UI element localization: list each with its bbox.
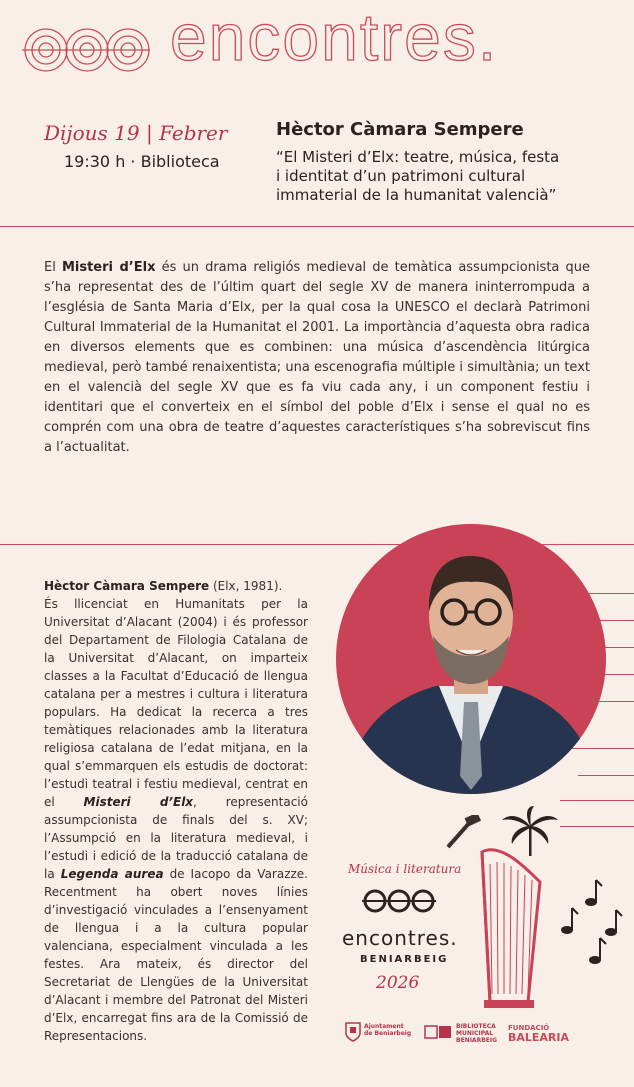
sponsor-fundacio (508, 1024, 569, 1043)
bio-text: , representació assumpcionista de finals del s. XV; l’Assumpció en la literatura medieval, i l’estudi i edició de la traducció catalana de la (44, 795, 308, 881)
speaker-portrait (336, 524, 606, 794)
intro-lead: El (44, 260, 62, 275)
harp-icon (470, 842, 550, 1012)
talk-title-line: i identitat d’un patrimoni cultural (276, 167, 526, 185)
bio-emphasis: Misteri d’Elx (83, 795, 194, 809)
ajuntament-shield-icon (345, 1022, 361, 1042)
encontres-ooo-icon (22, 24, 152, 76)
series-town: BENIARBEIG (360, 954, 449, 965)
series-year: 2026 (376, 973, 420, 993)
biblioteca-logo-icon (424, 1025, 452, 1039)
sponsor-ajuntament: Ajuntament de Beniarbeig (364, 1023, 412, 1037)
staff-line (560, 800, 634, 801)
brand-title: encontres. (170, 0, 499, 74)
encontres-ooo-icon (362, 884, 436, 918)
music-note-icon (604, 908, 624, 938)
bio-name: Hèctor Càmara Sempere (44, 579, 210, 593)
sponsor-biblioteca: BIBLIOTECA MUNICIPAL BENIARBEIG (456, 1023, 498, 1044)
bio-text: de Iacopo da Varazze. Recentment ha obert noves línies d’investigació vinculades a l’ensenyament de llengua i a la cultura popular valenciana, especialment vinculada a les festes. Ara mateix, és director del Secretariat de Llengües de la Universitat d’Alacant i membre del Patronat del Misteri d’Elx, encarregat fins ara de la Comissió de Representacions. (44, 867, 308, 1043)
intro-bold: Misteri d’Elx (61, 260, 156, 275)
music-note-icon (588, 936, 608, 966)
sponsor-fundacio-top: FUNDACIÓ (508, 1024, 550, 1032)
sponsor-fundacio-bottom: BALEARIA (508, 1031, 570, 1044)
talk-title (276, 148, 606, 205)
music-note-icon (560, 906, 580, 936)
intro-paragraph (44, 258, 590, 458)
speaker-name: Hèctor Càmara Sempere (276, 119, 524, 140)
event-time: 19:30 h · Biblioteca (64, 152, 220, 171)
divider (0, 226, 634, 227)
header (0, 0, 634, 100)
series-name: encontres. (342, 926, 458, 950)
bio-text: És llicenciat en Humanitats per la Universitat d’Alacant (2004) i és professor del Departament de Filologia Catalana de la Universitat d’Alacant, on imparteix classes a la Facultat d’Educació de llengua catalana per a mestres i cultura i literatura populars. Ha dedicat la recerca a tres temàtiques relacionades amb la literatura religiosa catalana de l’edat mitjana, en la qual s’emmarquen els estudis de doctorat: l’estudi teatral i festiu medieval, centrat en el (44, 597, 308, 809)
intro-text: és un drama religiós medieval de temàtica assumpcionista que s’ha representat des de l’últim quart del segle XV de manera ininterrompuda a l’església de Santa Maria d’Elx, per la qual cosa la UNESCO el declarà Patrimoni Cultural Immaterial de la Humanitat el 2001. La importància d’aquesta obra radica en diversos elements que es combinen: una música d’ascendència litúrgica medieval, però també renaixentista; una escenografia múltiple i simultània; un text en el valencià del segle XV que es fa viu cada any, i un component festiu i identitari que el converteix en el símbol del poble d’Elx i sense el qual no es comprén com una obra de teatre d’aquestes característiques s’ha sobreviscut fins a l’actualitat. (44, 260, 590, 455)
talk-title-line: immaterial de la humanitat valencià” (276, 186, 557, 204)
event-date: Dijous 19 | Febrer (44, 121, 228, 145)
bio-paragraph (44, 577, 308, 1045)
staff-line (560, 826, 634, 827)
bio-emphasis: Legenda aurea (60, 867, 164, 881)
bio-meta: (Elx, 1981). (209, 579, 283, 593)
series-tagline: Música i literatura (348, 862, 462, 876)
music-note-icon (584, 878, 604, 908)
talk-title-line: “El Misteri d’Elx: teatre, música, festa (276, 148, 560, 166)
